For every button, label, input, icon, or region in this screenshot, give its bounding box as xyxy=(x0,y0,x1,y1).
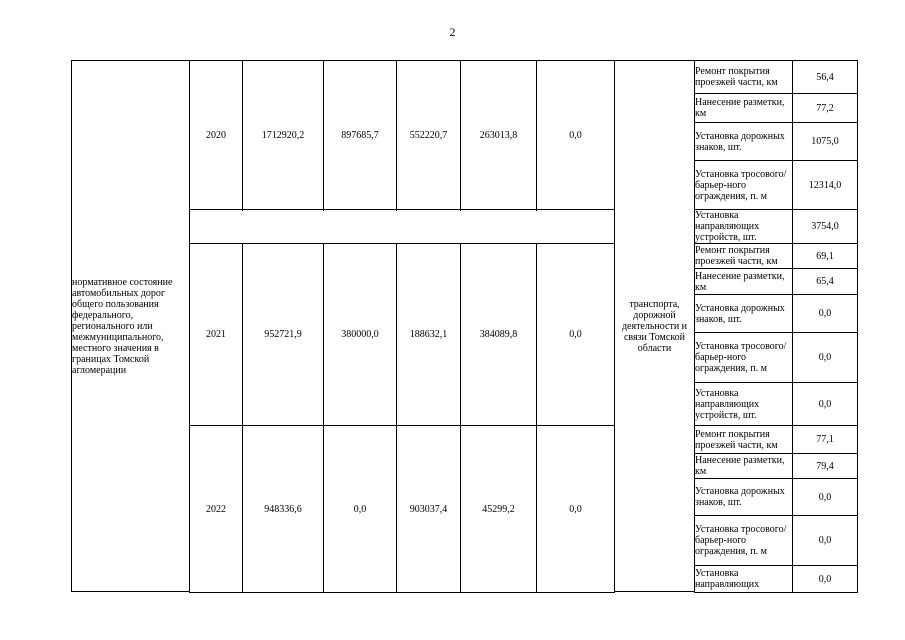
total-2020: 1712920,2 xyxy=(243,61,324,210)
indicator-value: 0,0 xyxy=(793,333,858,383)
indicator-value: 1075,0 xyxy=(793,123,858,161)
indicator-cell: Ремонт покрытия проезжей части, км xyxy=(695,61,793,94)
indicator-cell: Установка дорожных знаков, шт. xyxy=(695,479,793,516)
offbudget-2021: 0,0 xyxy=(537,244,615,426)
indicator-value: 69,1 xyxy=(793,244,858,269)
indicator-value: 79,4 xyxy=(793,454,858,479)
local-2020: 263013,8 xyxy=(461,61,537,210)
indicator-cell: Ремонт покрытия проезжей части, км xyxy=(695,426,793,454)
indicator-value: 3754,0 xyxy=(793,210,858,244)
indicator-value: 12314,0 xyxy=(793,161,858,210)
indicator-value: 0,0 xyxy=(793,516,858,566)
indicator-value: 65,4 xyxy=(793,269,858,295)
indicator-cell: Установка направляющих xyxy=(695,566,793,593)
goal-description: нормативное состояние автомобильных дорог общего пользования федерального, регионального или межмуниципального, местного значения в границах Томской агломерации xyxy=(72,61,190,592)
regional-2020: 552220,7 xyxy=(397,61,461,210)
indicator-value: 0,0 xyxy=(793,566,858,593)
offbudget-2022: 0,0 xyxy=(537,426,615,593)
page-number: 2 xyxy=(449,25,456,39)
year-2020: 2020 xyxy=(190,61,243,210)
total-2021: 952721,9 xyxy=(243,244,324,426)
indicator-cell: Нанесение разметки, км xyxy=(695,94,793,123)
indicator-value: 77,1 xyxy=(793,426,858,454)
year-2021: 2021 xyxy=(190,244,243,426)
indicator-cell: Нанесение разметки, км xyxy=(695,454,793,479)
indicator-cell: Установка направляющих устройств, шт. xyxy=(695,210,793,244)
indicator-value: 56,4 xyxy=(793,61,858,94)
indicator-cell: Ремонт покрытия проезжей части, км xyxy=(695,244,793,269)
federal-2022: 0,0 xyxy=(324,426,397,593)
indicator-cell: Установка тросового/барьер-ного ограждения, п. м xyxy=(695,516,793,566)
executor: транспорта, дорожной деятельности и связи Томской области xyxy=(615,61,695,592)
local-2022: 45299,2 xyxy=(461,426,537,593)
federal-2021: 380000,0 xyxy=(324,244,397,426)
indicator-value: 0,0 xyxy=(793,479,858,516)
indicator-cell: Установка тросового/барьер-ного ограждения, п. м xyxy=(695,333,793,383)
regional-2022: 903037,4 xyxy=(397,426,461,593)
total-2022: 948336,6 xyxy=(243,426,324,593)
indicator-value: 0,0 xyxy=(793,383,858,426)
offbudget-2020: 0,0 xyxy=(537,61,615,210)
indicator-cell: Установка направляющих устройств, шт. xyxy=(695,383,793,426)
federal-2020: 897685,7 xyxy=(324,61,397,210)
indicator-cell: Установка тросового/барьер-ного ограждения, п. м xyxy=(695,161,793,210)
indicator-cell: Установка дорожных знаков, шт. xyxy=(695,123,793,161)
indicator-value: 77,2 xyxy=(793,94,858,123)
indicator-cell: Нанесение разметки, км xyxy=(695,269,793,295)
year-2022: 2022 xyxy=(190,426,243,593)
budget-table xyxy=(71,60,858,593)
indicator-value: 0,0 xyxy=(793,295,858,333)
regional-2021: 188632,1 xyxy=(397,244,461,426)
indicator-cell: Установка дорожных знаков, шт. xyxy=(695,295,793,333)
local-2021: 384089,8 xyxy=(461,244,537,426)
